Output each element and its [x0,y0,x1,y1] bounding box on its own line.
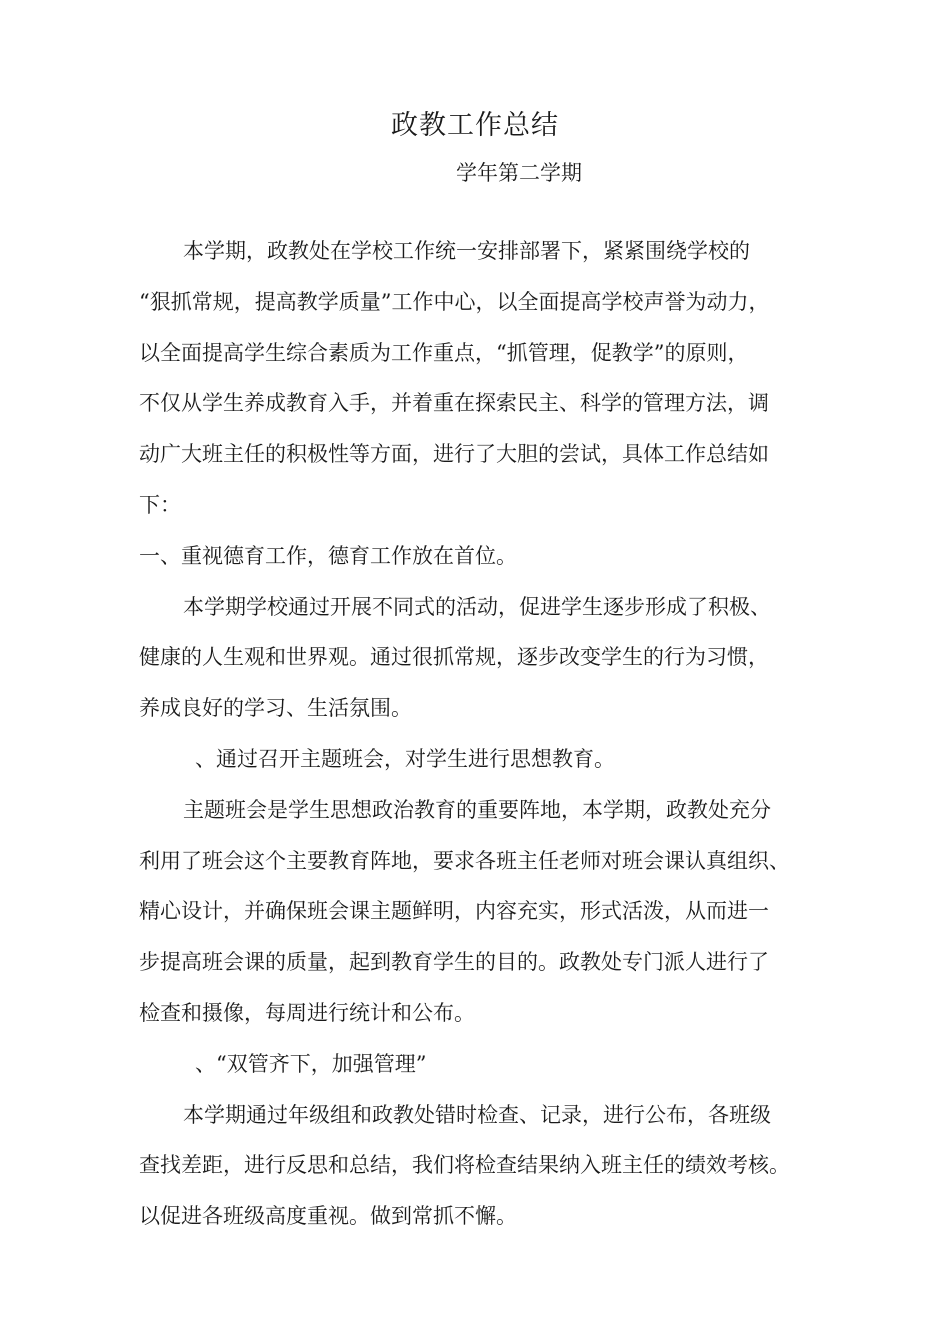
document-subtitle: 学年第二学期 [456,161,582,185]
paragraph-line: “狠抓常规，提高教学质量”工作中心，以全面提高学校声誉为动力， [139,289,770,314]
document-title: 政教工作总结 [391,110,559,141]
subsection-heading: 、“双管齐下，加强管理” [195,1051,427,1076]
paragraph-line: 养成良好的学习、生活氛围。 [139,696,412,721]
subsection-heading: 、通过召开主题班会，对学生进行思想教育。 [195,746,615,771]
paragraph-line: 主题班会是学生思想政治教育的重要阵地，本学期，政教处充分 [183,797,771,822]
paragraph-line: 步提高班会课的质量，起到教育学生的目的。政教处专门派人进行了 [139,950,769,975]
paragraph-line: 查找差距，进行反思和总结，我们将检查结果纳入班主任的绩效考核。 [139,1153,790,1178]
section-heading: 一、重视德育工作，德育工作放在首位。 [139,543,517,568]
paragraph-line: 检查和摄像，每周进行统计和公布。 [139,1000,475,1025]
paragraph-line: 下： [139,492,181,517]
document-body [139,226,819,1242]
paragraph-line: 利用了班会这个主要教育阵地，要求各班主任老师对班会课认真组织、 [139,848,790,873]
paragraph-line: 本学期学校通过开展不同式的活动，促进学生逐步形成了积极、 [183,594,771,619]
paragraph-line: 动广大班主任的积极性等方面，进行了大胆的尝试，具体工作总结如 [139,442,769,467]
paragraph-line: 本学期，政教处在学校工作统一安排部署下，紧紧围绕学校的 [183,239,750,263]
paragraph-line: 本学期通过年级组和政教处错时检查、记录，进行公布，各班级 [183,1102,771,1127]
paragraph-line: 精心设计，并确保班会课主题鲜明，内容充实，形式活泼，从而进一 [139,899,769,924]
paragraph-line: 健康的人生观和世界观。通过很抓常规，逐步改变学生的行为习惯， [139,645,769,670]
paragraph-line: 不仅从学生养成教育入手，并着重在探索民主、科学的管理方法，调 [139,391,769,416]
paragraph-line: 以促进各班级高度重视。做到常抓不懈。 [139,1204,517,1229]
paragraph-line: 以全面提高学生综合素质为工作重点，“抓管理，促教学”的原则， [139,340,749,365]
